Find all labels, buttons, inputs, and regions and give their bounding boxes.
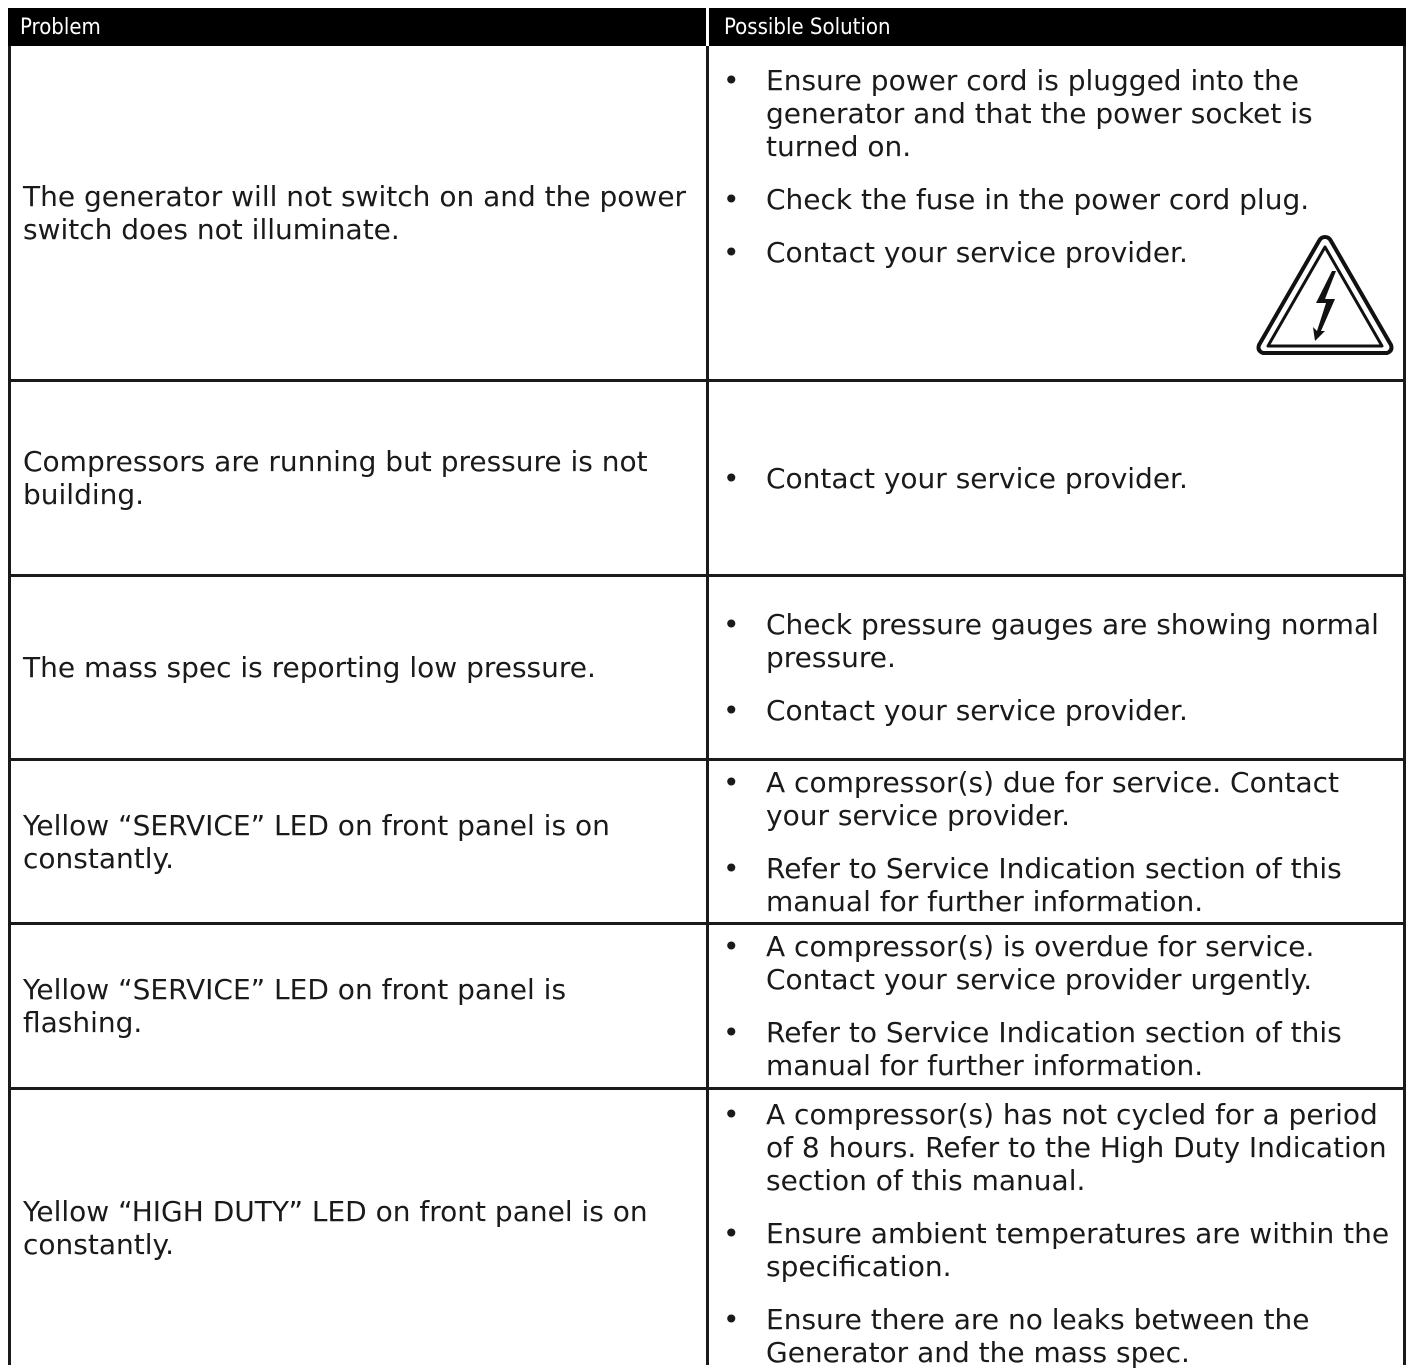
- bullet-icon: •: [723, 851, 740, 885]
- solution-text: A compressor(s) has not cycled for a period of 8 hours. Refer to the High Duty Indication section of this manual.: [766, 1098, 1387, 1197]
- bullet-icon: •: [723, 236, 740, 269]
- bullet-icon: •: [723, 1217, 740, 1250]
- problem-text: Compressors are running but pressure is not building.: [23, 445, 648, 511]
- solution-list: [709, 608, 1403, 727]
- solution-item: [709, 1016, 1403, 1082]
- problem-text: Yellow “SERVICE” LED on front panel is on constantly.: [23, 808, 610, 875]
- solution-text: Ensure ambient temperatures are within the specification.: [766, 1217, 1390, 1283]
- problem-cell: [11, 761, 706, 922]
- bullet-icon: •: [723, 1016, 740, 1049]
- solution-list: [709, 930, 1403, 1082]
- solution-cell: [706, 1090, 1403, 1369]
- solution-item: [709, 1217, 1403, 1283]
- solution-list: [709, 766, 1403, 918]
- solution-item: [709, 852, 1403, 918]
- solution-item: [709, 694, 1403, 727]
- solution-list: [709, 462, 1403, 495]
- troubleshooting-page: [8, 8, 1406, 1369]
- solution-text: Refer to Service Indication section of this manual for further information.: [766, 851, 1342, 918]
- solution-item: [709, 1303, 1403, 1369]
- solution-text: Refer to Service Indication section of this manual for further information.: [766, 1016, 1342, 1082]
- bullet-icon: •: [723, 1098, 740, 1131]
- solution-text: Check the fuse in the power cord plug.: [766, 183, 1310, 216]
- bullet-icon: •: [723, 930, 740, 963]
- bullet-icon: •: [723, 694, 740, 727]
- solution-text: Ensure there are no leaks between the Generator and the mass spec.: [766, 1303, 1310, 1369]
- solution-item: [709, 462, 1403, 495]
- bullet-icon: •: [723, 64, 740, 97]
- solution-text: A compressor(s) is overdue for service. Contact your service provider urgently.: [766, 930, 1315, 996]
- problem-text: Yellow “HIGH DUTY” LED on front panel is on constantly.: [23, 1194, 648, 1261]
- solution-list: [709, 1098, 1403, 1369]
- table-row: [8, 761, 1406, 925]
- problem-cell: [11, 1090, 706, 1365]
- solution-text: Contact your service provider.: [766, 694, 1188, 727]
- table-row: [8, 925, 1406, 1090]
- solution-cell: [706, 577, 1403, 758]
- solution-cell: [706, 382, 1403, 574]
- solution-item: [709, 930, 1403, 996]
- table-row: [8, 382, 1406, 577]
- table-row: [8, 1090, 1406, 1369]
- solution-item: [709, 766, 1403, 832]
- problem-text: The mass spec is reporting low pressure.: [23, 651, 596, 684]
- bullet-icon: •: [723, 608, 740, 641]
- problem-cell: [11, 382, 706, 574]
- table-row: [8, 577, 1406, 761]
- solution-cell: [706, 761, 1403, 922]
- solution-item: [709, 608, 1403, 674]
- solution-item: [709, 183, 1403, 216]
- troubleshooting-table: [8, 8, 1406, 1369]
- problem-cell: [11, 46, 706, 379]
- problem-text: Yellow “SERVICE” LED on front panel is flashing.: [23, 973, 567, 1039]
- bullet-icon: •: [723, 183, 740, 216]
- problem-cell: [11, 577, 706, 758]
- bullet-icon: •: [723, 765, 740, 799]
- electrical-hazard-warning-icon: [1255, 233, 1395, 357]
- solution-item: [709, 64, 1403, 163]
- solution-text: Contact your service provider.: [766, 461, 1188, 495]
- bullet-icon: •: [723, 461, 740, 495]
- solution-cell: [706, 46, 1403, 379]
- problem-text: The generator will not switch on and the power switch does not illuminate.: [23, 179, 687, 246]
- solution-item: [709, 1098, 1403, 1197]
- solution-text: A compressor(s) due for service. Contact your service provider.: [766, 765, 1339, 832]
- solution-text: Contact your service provider.: [766, 236, 1188, 269]
- table-header: [8, 8, 1406, 46]
- table-row: [8, 46, 1406, 382]
- solution-text: Ensure power cord is plugged into the generator and that the power socket is turned on.: [766, 64, 1313, 163]
- problem-column-header: Problem: [20, 14, 101, 40]
- problem-cell: [11, 925, 706, 1087]
- bullet-icon: •: [723, 1303, 740, 1336]
- solution-cell: [706, 925, 1403, 1087]
- solution-column-header: Possible Solution: [706, 8, 1406, 46]
- solution-text: Check pressure gauges are showing normal pressure.: [766, 608, 1379, 674]
